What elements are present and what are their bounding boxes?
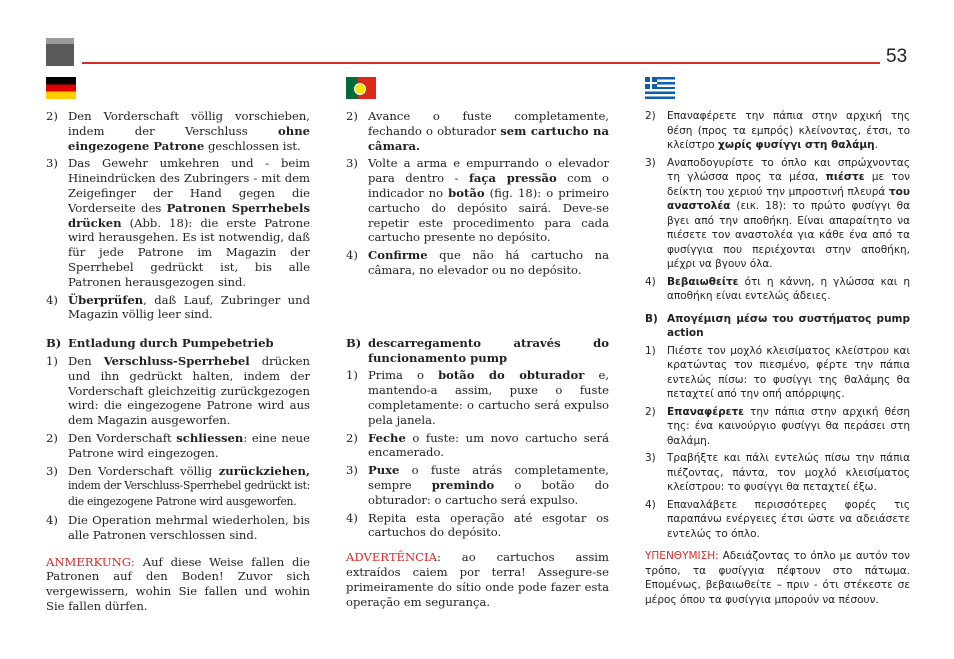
section-title: descarregamento através do funcionamento pump [368, 335, 609, 365]
item-text [368, 156, 609, 245]
item-number: 4) [46, 292, 58, 307]
portuguese-note [346, 550, 609, 609]
section-number: B) [346, 335, 362, 350]
item-number: 4) [645, 498, 656, 511]
note-label: ΥΠΕΝΘΥΜΙΣΗ: [645, 550, 719, 562]
item-text [368, 368, 609, 427]
list-item [46, 109, 310, 153]
text-run: drücken und ihn gedrückt halten, indem der Vorderschaft gleichzeitig zurückgezogen wird: die eingezogene Patrone wird aus dem Magazin ausgeworfen. [68, 353, 310, 428]
page-number: 53 [886, 46, 908, 67]
emphasis-text: Βεβαιωθείτε [667, 275, 739, 288]
item-text [68, 464, 310, 510]
list-item [645, 451, 910, 495]
note-text: Αδειάζοντας το όπλο με αυτόν τον τρόπο, τα φυσίγγια πέφτουν στο πάτωμα. Επομένως, βεβαιωθείτε – πριν - ότι στέκεστε σε μέρος όπου τα φυσίγγια μπορούν να πέσουν. [645, 550, 910, 606]
emphasis-text: schliessen [176, 430, 244, 445]
item-text [368, 463, 609, 507]
item-text [68, 109, 310, 153]
list-item [346, 368, 609, 427]
item-number: 2) [645, 405, 656, 418]
item-number: 2) [645, 110, 656, 122]
item-text [68, 156, 310, 289]
item-number: 2) [46, 109, 58, 123]
list-item [46, 156, 310, 289]
emphasis-text: Patronen Sperrhebels drücken [68, 200, 310, 230]
portuguese-steps-b [346, 368, 609, 540]
item-text [667, 109, 910, 153]
section-number: B) [46, 336, 62, 351]
text-run: , daß Lauf, Zubringer und Magazin völlig leer sind. [68, 292, 310, 322]
item-text [368, 248, 609, 278]
german-note [46, 555, 310, 614]
portuguese-flag-icon [346, 77, 376, 99]
text-run: . [874, 139, 878, 151]
german-section-heading [46, 336, 310, 351]
greek-note [645, 549, 910, 607]
emphasis-text: Puxe [368, 463, 400, 478]
item-text [667, 498, 910, 542]
list-item [645, 405, 910, 449]
german-steps [46, 109, 310, 322]
text-run: Πιέστε τον μοχλό κλεισίματος κλείστρου και κρατώντας τον πιεσμένο, φέρτε την πάπια εντελώς πίσω: το φυσίγγι της θαλάμης θα πεταχτεί από την οπή απόρριψης. [667, 344, 910, 400]
portuguese-section-heading [346, 336, 609, 366]
section-title: Απογέμιση μέσω του συστήματος pump action [667, 312, 910, 339]
emphasis-text: Feche [368, 430, 406, 445]
text-run: ότι η κάννη, η γλώσσα και η αποθήκη είναι εντελώς άδειες. [667, 275, 910, 302]
item-text [667, 275, 910, 304]
item-number: 4) [346, 248, 358, 263]
item-number: 3) [346, 463, 358, 478]
list-item [346, 248, 609, 278]
greek-flag-icon [645, 77, 675, 99]
emphasis-text: botão do obturador [438, 368, 585, 383]
column-portuguese [346, 77, 609, 609]
list-item [46, 464, 310, 510]
list-item [346, 511, 609, 541]
text-run: que não há cartucho na câmara, no elevador ou no depósito. [368, 248, 609, 277]
note-text: : ao cartuchos assim extraídos caiem por terra! Assegure-se primeiramente do sítio onde pode fazer esta operação em segurança. [346, 550, 609, 609]
portuguese-steps [346, 109, 609, 278]
text-run: (εικ. 18): το πρώτο φυσίγγι θα βγει από την αποθήκη. Είναι απαραίτητο να πιέσετε τον αναστολέα για κάθε ένα από τα φυσίγγια που περιέχονται στην αποθήκη, μέχρι να βγουν όλα. [667, 200, 910, 270]
item-text [68, 431, 310, 461]
item-text [368, 109, 609, 153]
emphasis-text: Επαναφέρετε [667, 405, 745, 418]
list-item [346, 156, 609, 245]
emphasis-text: Überprüfen [68, 292, 144, 307]
item-text [368, 431, 609, 461]
item-text [68, 354, 310, 428]
item-number: 3) [346, 156, 358, 171]
text-run: Den Vorderschaft völlig [68, 463, 219, 478]
section-number: B) [645, 312, 658, 325]
small-text: indem der Verschluss-Sperrhebel gedrückt ist: die eingezogene Patrone wird ausgeworfen. [68, 479, 311, 509]
item-text [368, 511, 609, 541]
item-text [68, 513, 310, 543]
text-run: Repita esta operação até esgotar os cartuchos do depósito. [368, 510, 609, 540]
item-text [667, 156, 910, 272]
text-run: Επαναλάβετε περισσότερες φορές τις παραπάνω ενέργειες έτσι ώστε να αδειάσετε εντελώς το όπλο. [667, 498, 910, 540]
text-run: o fuste atrás completamente, sempre [368, 463, 609, 492]
emphasis-text: ohne eingezogene Patrone [68, 123, 310, 153]
text-run: Volte a arma e empurrando o elevador para dentro - [368, 156, 609, 186]
text-run: Επαναφέρετε την πάπια στην αρχική της θέση (προς τα εμπρός) κλείνοντας, έτσι, το κλείστρο [667, 110, 910, 151]
header-rule [82, 62, 880, 64]
emphasis-text: Verschluss-Sperrhebel [103, 353, 250, 368]
text-run: o botão do obturador: o cartucho será expulso. [368, 477, 609, 507]
text-run: με τον δείκτη του χεριού την μπροστινή πλευρά [667, 171, 910, 198]
list-item [645, 344, 910, 402]
list-item [46, 513, 310, 543]
list-item [346, 109, 609, 153]
text-run: com o indicador no [368, 171, 609, 200]
text-run: e, mantendo-a assim, puxe o fuste completamente: o cartucho será expulso pela janela. [368, 368, 610, 427]
text-run: Prima o [368, 368, 439, 383]
emphasis-text: botão [448, 185, 485, 200]
greek-steps-b [645, 344, 910, 542]
german-steps-b [46, 354, 310, 543]
text-run: την πάπια στην αρχική θέση της: ένα καινούργιο φυσίγγι θα περάσει στη θαλάμη. [667, 405, 910, 447]
list-item [346, 431, 609, 461]
list-item [645, 275, 910, 304]
emphasis-text: zurückziehen, [218, 463, 310, 478]
emphasis-text: sem cartucho na câmara. [368, 123, 609, 153]
text-run: (fig. 18): o primeiro cartucho do depósito sairá. Deve-se repetir este procedimento para cada cartucho presente no depósito. [368, 185, 609, 245]
note-text: Auf diese Weise fallen die Patronen auf den Boden! Zuvor sich vergewissern, wohin Sie fallen und wohin Sie fallen dürfen. [46, 554, 310, 613]
emphasis-text: πιέστε [825, 171, 865, 183]
greek-section-heading [645, 312, 910, 341]
item-number: 2) [346, 109, 358, 123]
greek-steps [645, 109, 910, 304]
emphasis-text: faça pressão [468, 171, 557, 186]
item-text [667, 405, 910, 449]
item-number: 4) [346, 510, 358, 525]
text-run: Τραβήξτε και πάλι εντελώς πίσω την πάπια πιέζοντας, πάντα, τον μοχλό κλεισίματος κλείστρου: το φυσίγγι θα πεταχτεί έξω. [667, 452, 910, 493]
list-item [346, 463, 609, 507]
text-run: Αναποδογυρίστε το όπλο και σπρώχνοντας τη γλώσσα προς τα μέσα, [667, 156, 910, 183]
text-run: Die Operation mehrmal wiederholen, bis alle Patronen verschlossen sind. [68, 512, 310, 542]
list-item [645, 109, 910, 153]
column-german [46, 77, 310, 614]
list-item [645, 498, 910, 542]
text-run: Den Vorderschaft [68, 430, 177, 445]
note-label: ADVERTÊNCIA [346, 550, 437, 565]
text-run: Avance o fuste completamente, fechando o obturador [368, 109, 609, 138]
emphasis-text: χωρίς φυσίγγι στη θαλάμη [718, 139, 875, 151]
text-run: (Abb. 18): die erste Patrone wird herausgehen. Es ist notwendig, daß für jede Patrone im Magazin der Sperrhebel gedrückt ist, bis alle Patronen herausgezogen sind. [68, 215, 310, 289]
item-number: 2) [46, 430, 58, 445]
item-number: 1) [346, 368, 358, 383]
text-run: o fuste: um novo cartucho será encamerado. [368, 430, 609, 460]
german-flag-icon [46, 77, 76, 99]
item-number: 3) [645, 156, 656, 169]
text-run: geschlossen ist. [204, 138, 301, 153]
list-item [46, 354, 310, 428]
brand-logo [46, 38, 74, 66]
item-number: 3) [46, 156, 58, 171]
item-text [68, 293, 310, 323]
item-number: 4) [46, 512, 58, 527]
emphasis-text: του αναστολέα [667, 185, 910, 212]
text-run: Das Gewehr umkehren und - beim Hineindrücken des Zubringers - mit dem Zeigefinger der Hand gegen die Vorderseite des [68, 156, 310, 215]
text-run: : eine neue Patrone wird eingezogen. [68, 430, 310, 460]
item-number: 1) [46, 353, 58, 368]
text-run: Den Vorderschaft völlig vorschieben, indem der Verschluss [68, 109, 310, 138]
emphasis-text: premindo [431, 477, 495, 492]
text-run: Den [68, 353, 104, 368]
item-number: 3) [645, 452, 656, 464]
note-label: ANMERKUNG: [46, 554, 135, 569]
item-number: 3) [46, 463, 58, 478]
list-item [46, 293, 310, 323]
item-number: 1) [645, 344, 656, 357]
list-item [46, 431, 310, 461]
item-text [667, 451, 910, 495]
item-number: 2) [346, 430, 358, 445]
list-item [645, 156, 910, 272]
emphasis-text: Confirme [368, 248, 428, 263]
column-greek [645, 77, 910, 607]
item-text [667, 344, 910, 402]
section-title: Entladung durch Pumpebetrieb [68, 336, 274, 351]
item-number: 4) [645, 275, 656, 288]
